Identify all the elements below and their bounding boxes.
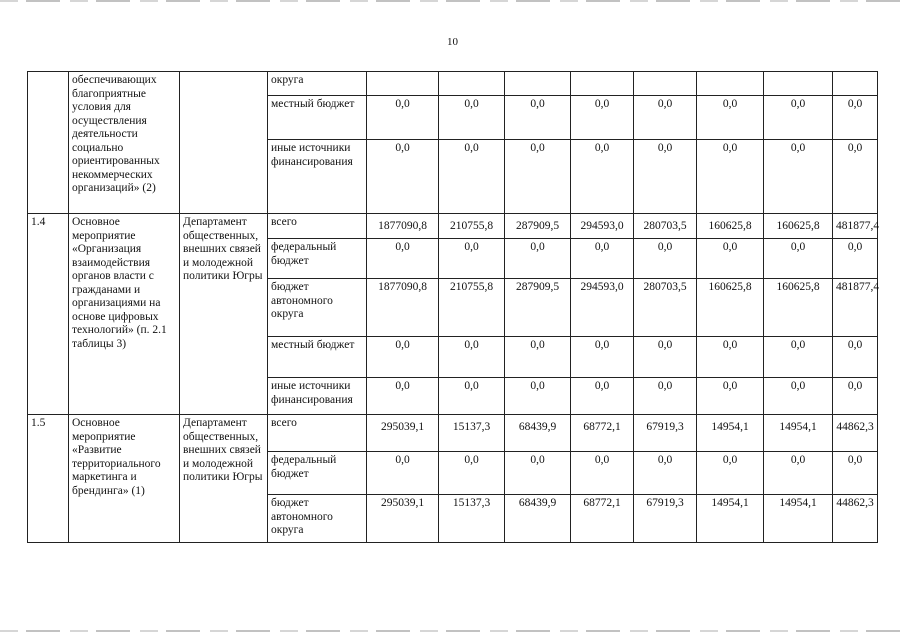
funding-value: 0,0 bbox=[571, 140, 634, 214]
funding-source: федеральный бюджет bbox=[268, 452, 367, 495]
funding-value: 1877090,8 bbox=[367, 279, 439, 337]
funding-value: 210755,8 bbox=[439, 214, 505, 239]
funding-source: иные источники финансирования bbox=[268, 140, 367, 214]
funding-value: 0,0 bbox=[367, 140, 439, 214]
funding-value: 280703,5 bbox=[634, 279, 697, 337]
funding-value: 0,0 bbox=[439, 337, 505, 378]
funding-value: 68439,9 bbox=[505, 415, 571, 452]
funding-value: 0,0 bbox=[571, 96, 634, 140]
funding-value: 0,0 bbox=[505, 239, 571, 279]
funding-value: 0,0 bbox=[697, 140, 764, 214]
measure-index: 1.5 bbox=[28, 415, 69, 543]
funding-value: 0,0 bbox=[697, 378, 764, 415]
funding-value: 68439,9 bbox=[505, 495, 571, 543]
funding-value: 0,0 bbox=[367, 378, 439, 415]
funding-value: 0,0 bbox=[764, 96, 833, 140]
funding-value: 295039,1 bbox=[367, 415, 439, 452]
funding-value: 0,0 bbox=[439, 378, 505, 415]
measure-name: обеспечивающих благоприятные условия для осуществления деятельности социально ориентированных некоммерческих организаций» (2) bbox=[69, 72, 180, 214]
funding-value: 0,0 bbox=[634, 452, 697, 495]
funding-value: 0,0 bbox=[833, 378, 878, 415]
funding-value: 14954,1 bbox=[697, 495, 764, 543]
funding-value: 0,0 bbox=[764, 378, 833, 415]
funding-source: бюджет автономного округа bbox=[268, 279, 367, 337]
table-row bbox=[28, 72, 878, 96]
funding-value: 287909,5 bbox=[505, 279, 571, 337]
funding-value: 67919,3 bbox=[634, 495, 697, 543]
funding-value: 44862,3 bbox=[833, 495, 878, 543]
funding-source: иные источники финансирования bbox=[268, 378, 367, 415]
funding-value: 14954,1 bbox=[697, 415, 764, 452]
funding-value: 68772,1 bbox=[571, 495, 634, 543]
funding-value: 0,0 bbox=[571, 452, 634, 495]
funding-value: 287909,5 bbox=[505, 214, 571, 239]
scan-artifact-top bbox=[0, 0, 905, 2]
funding-value: 0,0 bbox=[634, 337, 697, 378]
budget-table bbox=[27, 71, 878, 543]
measure-executor: Департамент общественных, внешних связей и молодежной политики Югры bbox=[180, 214, 268, 415]
funding-value: 160625,8 bbox=[697, 279, 764, 337]
funding-value: 14954,1 bbox=[764, 415, 833, 452]
table-row bbox=[28, 415, 878, 452]
funding-value: 0,0 bbox=[505, 378, 571, 415]
funding-value: 0,0 bbox=[367, 239, 439, 279]
funding-value: 0,0 bbox=[505, 452, 571, 495]
funding-value: 0,0 bbox=[634, 378, 697, 415]
measure-name: Основное мероприятие «Организация взаимодействия органов власти с гражданами и организациями на основе цифровых технологий» (п. 2.1 таблицы 3) bbox=[69, 214, 180, 415]
funding-value: 0,0 bbox=[571, 239, 634, 279]
measure-executor: Департамент общественных, внешних связей и молодежной политики Югры bbox=[180, 415, 268, 543]
funding-value bbox=[634, 72, 697, 96]
funding-value: 0,0 bbox=[505, 96, 571, 140]
funding-value: 67919,3 bbox=[634, 415, 697, 452]
funding-value: 0,0 bbox=[764, 452, 833, 495]
funding-source: бюджет автономного округа bbox=[268, 495, 367, 543]
funding-value: 1877090,8 bbox=[367, 214, 439, 239]
funding-value: 0,0 bbox=[634, 96, 697, 140]
funding-value: 0,0 bbox=[571, 337, 634, 378]
funding-value bbox=[697, 72, 764, 96]
funding-source: местный бюджет bbox=[268, 96, 367, 140]
funding-value: 0,0 bbox=[439, 96, 505, 140]
funding-value: 295039,1 bbox=[367, 495, 439, 543]
funding-value: 0,0 bbox=[697, 96, 764, 140]
funding-value: 0,0 bbox=[833, 239, 878, 279]
funding-value: 481877,4 bbox=[833, 279, 878, 337]
funding-source: округа bbox=[268, 72, 367, 96]
funding-value bbox=[439, 72, 505, 96]
funding-value: 15137,3 bbox=[439, 415, 505, 452]
funding-value: 0,0 bbox=[571, 378, 634, 415]
funding-value: 0,0 bbox=[367, 96, 439, 140]
funding-value: 294593,0 bbox=[571, 279, 634, 337]
funding-value: 0,0 bbox=[439, 452, 505, 495]
funding-source: всего bbox=[268, 214, 367, 239]
funding-value: 68772,1 bbox=[571, 415, 634, 452]
funding-value: 0,0 bbox=[367, 337, 439, 378]
funding-value: 0,0 bbox=[833, 452, 878, 495]
measure-index bbox=[28, 72, 69, 214]
measure-index: 1.4 bbox=[28, 214, 69, 415]
funding-value: 0,0 bbox=[697, 337, 764, 378]
scan-artifact-bottom bbox=[0, 630, 905, 632]
measure-executor bbox=[180, 72, 268, 214]
funding-value: 0,0 bbox=[833, 96, 878, 140]
funding-value bbox=[367, 72, 439, 96]
funding-value: 210755,8 bbox=[439, 279, 505, 337]
funding-value: 14954,1 bbox=[764, 495, 833, 543]
table-row bbox=[28, 214, 878, 239]
page-number: 10 bbox=[447, 36, 458, 48]
funding-value: 0,0 bbox=[833, 337, 878, 378]
funding-value: 0,0 bbox=[505, 337, 571, 378]
funding-value: 44862,3 bbox=[833, 415, 878, 452]
funding-value: 0,0 bbox=[634, 239, 697, 279]
funding-value: 0,0 bbox=[764, 337, 833, 378]
funding-value: 160625,8 bbox=[764, 214, 833, 239]
funding-value: 280703,5 bbox=[634, 214, 697, 239]
funding-value: 0,0 bbox=[764, 140, 833, 214]
funding-source: федеральный бюджет bbox=[268, 239, 367, 279]
funding-value: 481877,4 bbox=[833, 214, 878, 239]
funding-value: 0,0 bbox=[505, 140, 571, 214]
funding-value bbox=[505, 72, 571, 96]
funding-value: 160625,8 bbox=[697, 214, 764, 239]
funding-value: 0,0 bbox=[764, 239, 833, 279]
funding-value: 15137,3 bbox=[439, 495, 505, 543]
measure-name: Основное мероприятие «Развитие территориального маркетинга и брендинга» (1) bbox=[69, 415, 180, 543]
funding-value: 160625,8 bbox=[764, 279, 833, 337]
funding-value: 0,0 bbox=[634, 140, 697, 214]
funding-value bbox=[571, 72, 634, 96]
funding-value bbox=[833, 72, 878, 96]
funding-value: 0,0 bbox=[439, 140, 505, 214]
funding-source: местный бюджет bbox=[268, 337, 367, 378]
funding-value: 0,0 bbox=[833, 140, 878, 214]
funding-source: всего bbox=[268, 415, 367, 452]
funding-value: 0,0 bbox=[697, 239, 764, 279]
funding-value: 0,0 bbox=[697, 452, 764, 495]
funding-value: 0,0 bbox=[439, 239, 505, 279]
funding-value: 294593,0 bbox=[571, 214, 634, 239]
funding-value bbox=[764, 72, 833, 96]
funding-value: 0,0 bbox=[367, 452, 439, 495]
